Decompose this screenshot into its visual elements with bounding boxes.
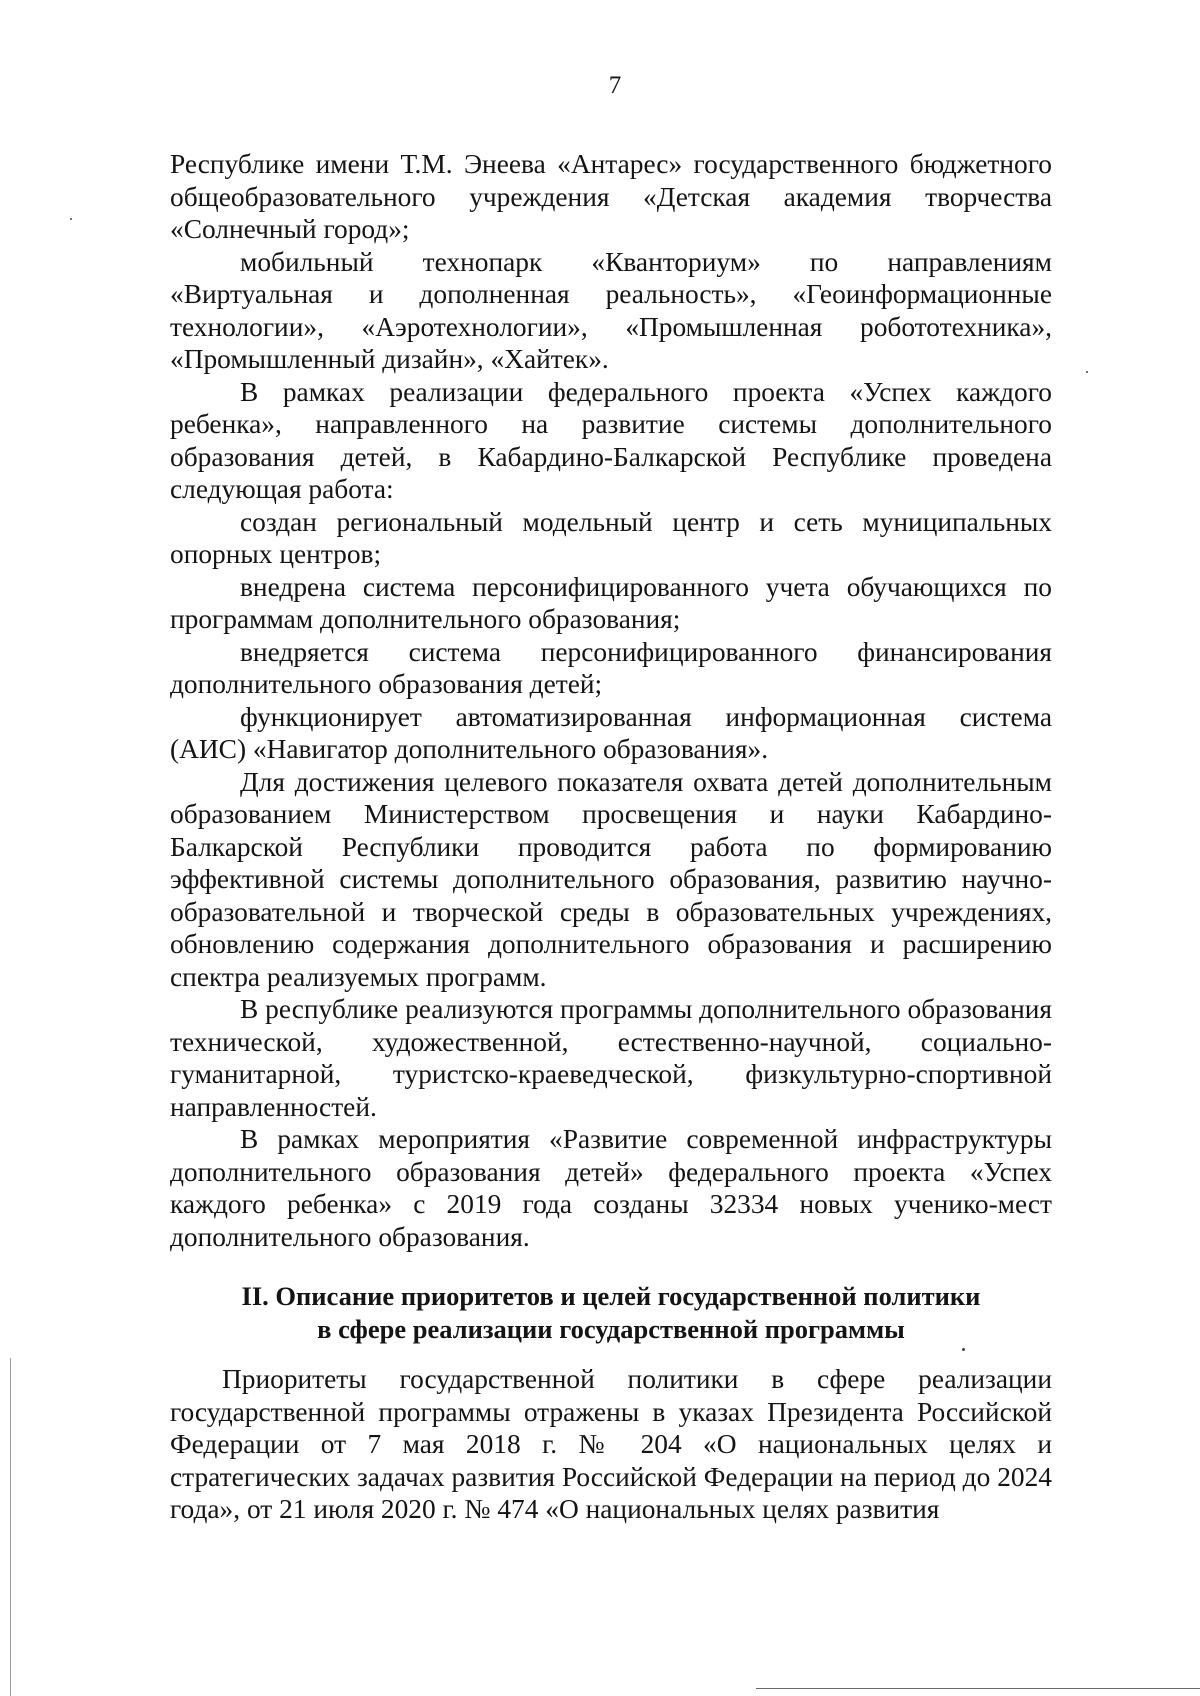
paragraph: Приоритеты государственной политики в сфере реализации государственной программы отражены в указах Президента Российской Федерации от 7 мая 2018 г. № 204 «О национальных целях и стратегических задачах развития Российской Федерации на период до 2024 года», от 21 июля 2020 г. № 474 «О национальных целях развития [170, 1364, 1052, 1524]
paragraph: мобильный технопарк «Кванториум» по направлениям «Виртуальная и дополненная реальность», «Геоинформационные технологии», «Аэротехнологии», «Промышленная робототехника», «Промышленный дизайн», «Хайтек». [170, 246, 1052, 374]
page-number: 7 [608, 72, 622, 99]
paragraph: В республике реализуются программы дополнительного образования технической, художественной, естественно-научной, социально-гуманитарной, туристско-краеведческой, физкультурно-спортивной направленностей. [170, 994, 1052, 1122]
paragraph: функционирует автоматизированная информационная система (АИС) «Навигатор дополнительного образования». [170, 701, 1052, 764]
section-body [170, 1363, 1052, 1526]
scan-speck [70, 218, 72, 220]
document-body [170, 148, 1052, 1253]
paragraph: В рамках реализации федерального проекта «Успех каждого ребенка», направленного на развитие системы дополнительного образования детей, в Кабардино-Балкарской Республике проведена следующая работа: [170, 376, 1052, 504]
paragraph: внедряется система персонифицированного финансирования дополнительного образования детей; [170, 636, 1052, 699]
scan-speck [1086, 371, 1088, 373]
section-heading-line: II. Описание приоритетов и целей государственной политики [241, 1281, 981, 1311]
section-heading-line: в сфере реализации государственной программы [317, 1314, 905, 1344]
scan-edge-line [756, 1688, 1200, 1689]
paragraph: Республике имени Т.М. Энеева «Антарес» государственного бюджетного общеобразовательного учреждения «Детская академия творчества «Солнечный город»; [170, 149, 1052, 244]
paragraph: В рамках мероприятия «Развитие современной инфраструктуры дополнительного образования детей» федерального проекта «Успех каждого ребенка» с 2019 года созданы 32334 новых ученико-мест дополнительного образования. [170, 1124, 1052, 1252]
scan-speck [962, 1348, 965, 1351]
paragraph: внедрена система персонифицированного учета обучающихся по программам дополнительного образования; [170, 571, 1052, 634]
paragraph: создан региональный модельный центр и сеть муниципальных опорных центров; [170, 506, 1052, 569]
scan-edge-line [10, 1358, 11, 1696]
section-heading [170, 1280, 1052, 1346]
paragraph: Для достижения целевого показателя охвата детей дополнительным образованием Министерством просвещения и науки Кабардино-Балкарской Республики проводится работа по формированию эффективной системы дополнительного образования, развитию научно-образовательной и творческой среды в образовательных учреждениях, обновлению содержания дополнительного образования и расширению спектра реализуемых программ. [170, 766, 1052, 992]
